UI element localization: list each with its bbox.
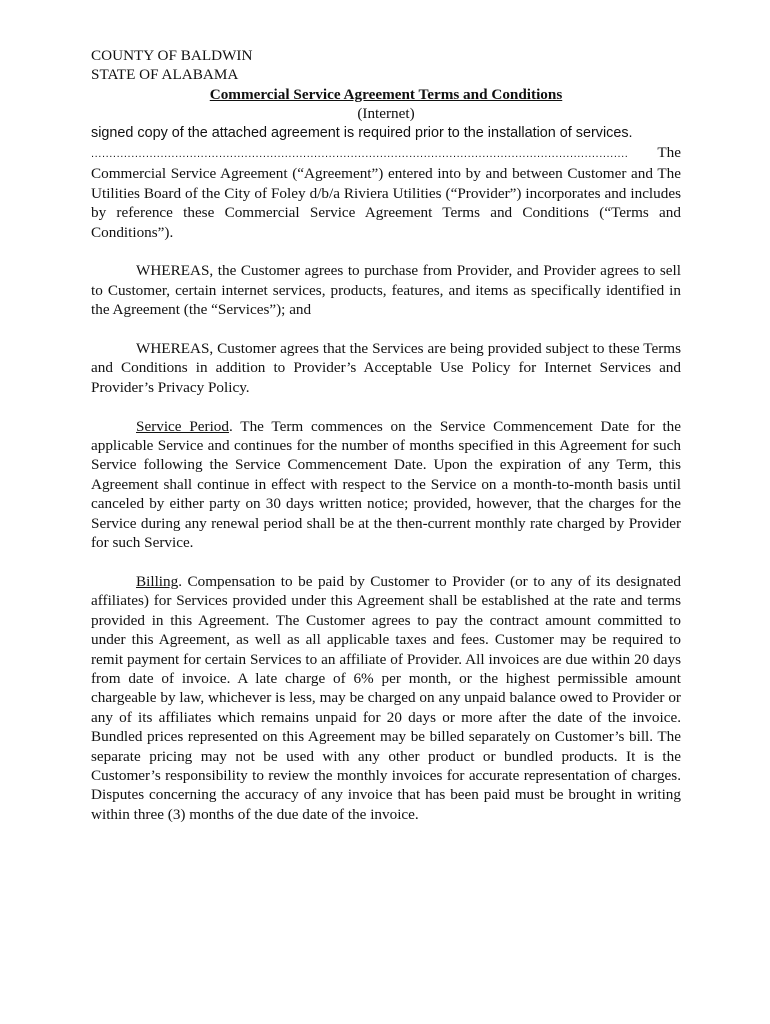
service-period-heading: Service Period (136, 417, 229, 435)
service-period-text: . The Term commences on the Service Commencement Date for the applicable Service and continues for the number of months specified in this Agreement for such Service following the Service Commencement Date. Upon the expiration of any Term, this Agreement shall continue in effect with respect to the Service on a month-to-month basis until canceled by either party on 30 days written notice; provided, however, that the charges for the Service during any renewal period shall be at the then-current monthly rate charged by Provider for such Service. (91, 417, 681, 552)
service-period-section (91, 417, 681, 553)
whereas-paragraph-2 (91, 339, 681, 397)
whereas-paragraph-1 (91, 261, 681, 319)
intro-paragraph: Commercial Service Agreement (“Agreement”) entered into by and between Customer and The Utilities Board of the City of Foley d/b/a Riviera Utilities (“Provider”) incorporates and includes by reference these Commercial Service Agreement Terms and Conditions (“Terms and Conditions”). (91, 165, 681, 241)
signature-notice: signed copy of the attached agreement is required prior to the installation of services. (91, 124, 633, 141)
billing-heading: Billing (136, 572, 179, 590)
spacer (91, 242, 681, 261)
whereas-2-text: WHEREAS, Customer agrees that the Services are being provided subject to these Terms and Conditions in addition to Provider’s Acceptable Use Policy for Internet Services and Provider’s Privacy Policy. (91, 340, 681, 396)
document-subtitle: (Internet) (357, 105, 415, 123)
dot-leader: ................................................................................................................................................... (91, 148, 629, 161)
document-page (91, 46, 681, 824)
intro-lead-word: The (657, 144, 681, 162)
county-line: COUNTY OF BALDWIN (91, 47, 253, 64)
billing-section (91, 572, 681, 824)
state-line: STATE OF ALABAMA (91, 66, 239, 84)
spacer (91, 397, 681, 416)
intro-dotted-line (91, 143, 681, 164)
whereas-1-text: WHEREAS, the Customer agrees to purchase from Provider, and Provider agrees to sell to Customer, certain internet services, products, features, and items as specifically identified in the Agreement (the “Services”); and (91, 262, 681, 319)
spacer (91, 553, 681, 572)
spacer (91, 320, 681, 339)
billing-text: . Compensation to be paid by Customer to Provider (or to any of its designated affiliates) for Services provided under this Agreement shall be established at the rate and terms provided in this Agreement. The Customer agrees to pay the contract amount committed to under this Agreement, as well as all applicable taxes and fees. Customer may be required to remit payment for certain Services to an affiliate of Provider. All invoices are due within 20 days from date of invoice. A late charge of 6% per month, or the highest permissible amount chargeable by law, whichever is less, may be charged on any unpaid balance owed to Provider or any of its affiliates which remains unpaid for 20 days or more after the date of the invoice. Bundled prices represented on this Agreement may be billed separately on Customer’s bill. The separate pricing may not be used with any other product or bundled products. It is the Customer’s responsibility to review the monthly invoices for accurate representation of charges. Disputes concerning the accuracy of any invoice that has been paid must be brought in writing within three (3) months of the due date of the invoice. (91, 572, 681, 823)
document-title: Commercial Service Agreement Terms and Conditions (209, 85, 563, 103)
